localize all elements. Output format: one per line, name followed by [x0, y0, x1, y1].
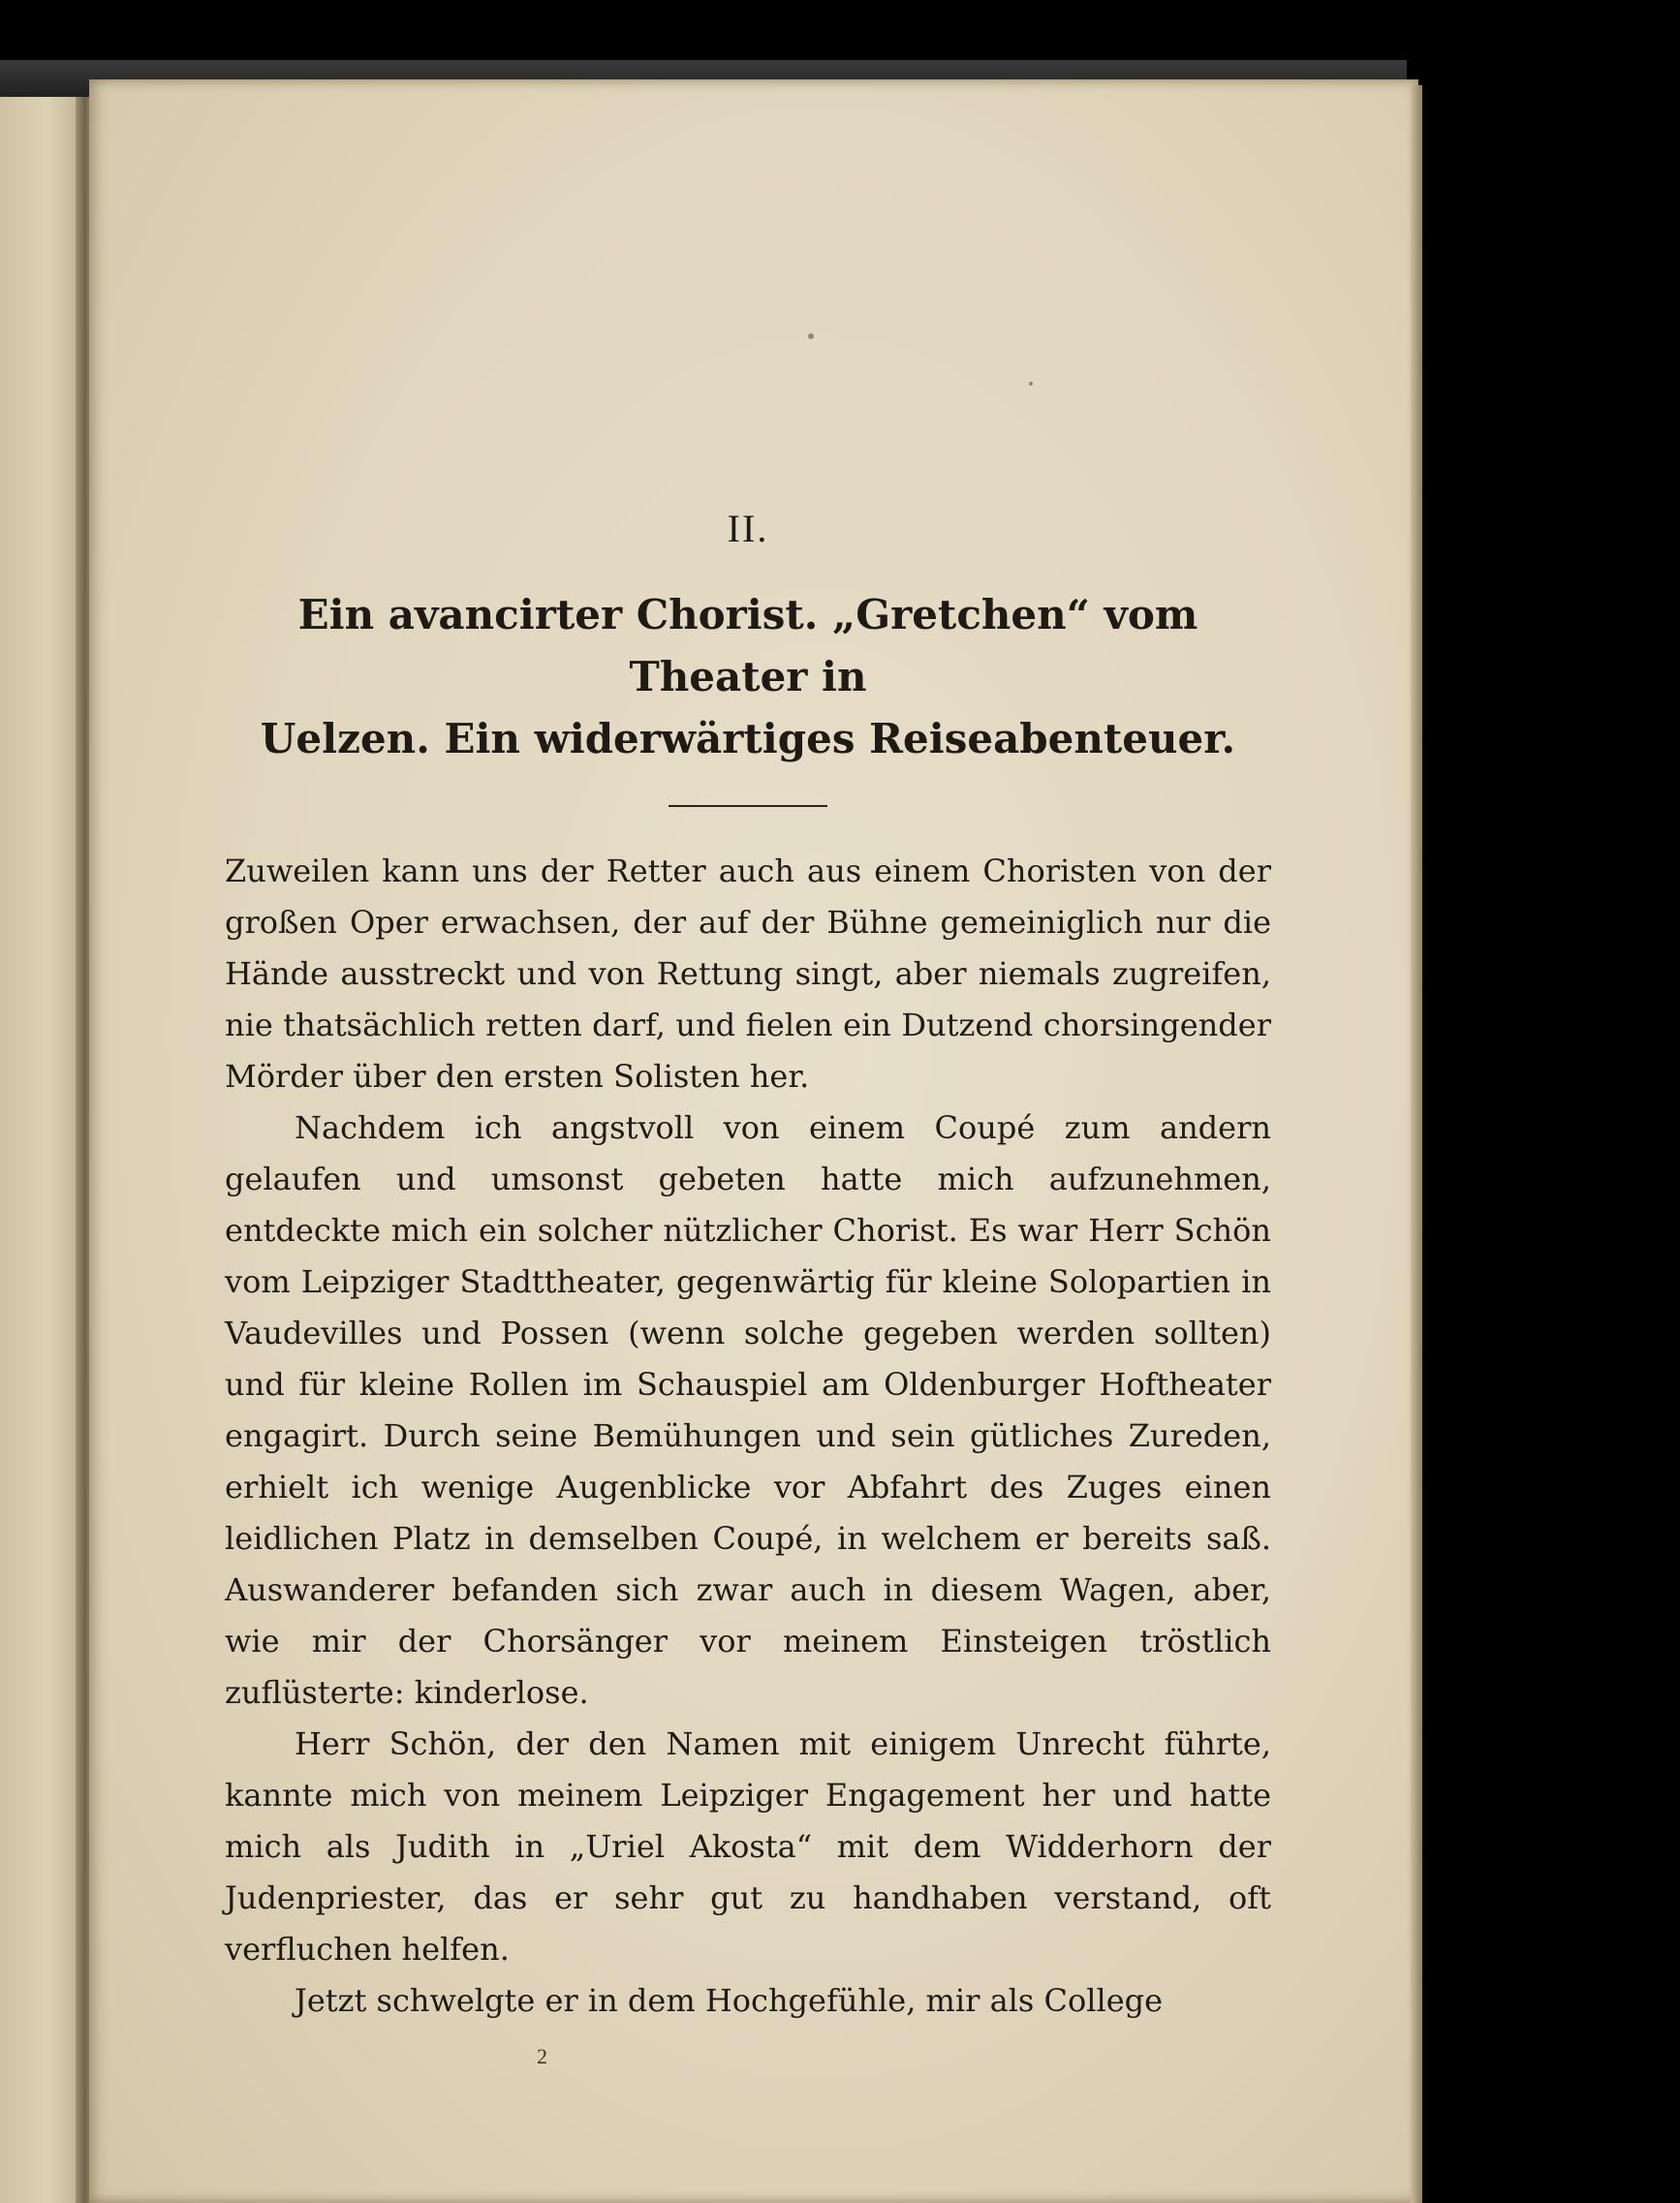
paragraph-4: Jetzt schwelgte er in dem Hochgefühle, mir als College: [295, 1982, 1164, 2019]
chapter-number: II.: [727, 507, 769, 550]
paragraph-3: Herr Schön, der den Namen mit einigem Unrecht führte, kannte mich von meinem Leipziger Engagement her und hatte mich als Judith in „Uriel Akosta“ mit dem Widderhorn der Judenpriester, das er sehr gut zu handhaben verstand, oft verfluchen helfen.: [225, 1725, 1271, 1968]
paper-speck: [808, 333, 814, 339]
chapter-title: [225, 584, 1271, 770]
page-folio: 2: [537, 2044, 547, 2068]
paragraph-1: Zuweilen kann uns der Retter auch aus einem Choristen von der großen Oper erwachsen, der auf der Bühne gemeiniglich nur die Hände ausstreckt und von Rettung singt, aber niemals zugreifen, nie thatsächlich retten darf, und fielen ein Dutzend chorsingender Mörder über den ersten Solisten her.: [225, 853, 1271, 1095]
paragraph-2: Nachdem ich angstvoll von einem Coupé zum andern gelaufen und umsonst gebeten hatte mich aufzunehmen, entdeckte mich ein solcher nützlicher Chorist. Es war Herr Schön vom Leipziger Stadttheater, gegenwärtig für kleine Solopartien in Vaudevilles und Possen (wenn solche gegeben werden sollten) und für kleine Rollen im Schauspiel am Oldenburger Hoftheater engagirt. Durch seine Bemühungen und sein gütliches Zureden, erhielt ich wenige Augenblicke vor Abfahrt des Zuges einen leidlichen Platz in demselben Coupé, in welchem er bereits saß. Auswanderer befanden sich zwar auch in diesem Wagen, aber, wie mir der Chorsänger vor meinem Einsteigen tröstlich zuflüsterte: kinderlose.: [225, 1109, 1271, 1711]
chapter-title-line-2: Uelzen. Ein widerwärtiges Reiseabenteuer.: [260, 715, 1236, 762]
page-text-block: [225, 484, 1271, 2027]
title-rule: [669, 805, 827, 807]
chapter-title-line-1: Ein avancirter Chorist. „Gretchen“ vom Theater in: [297, 591, 1198, 700]
right-page-edge: [1411, 85, 1422, 2203]
paper-speck: [1029, 382, 1033, 386]
left-page-edge: [0, 97, 85, 2203]
